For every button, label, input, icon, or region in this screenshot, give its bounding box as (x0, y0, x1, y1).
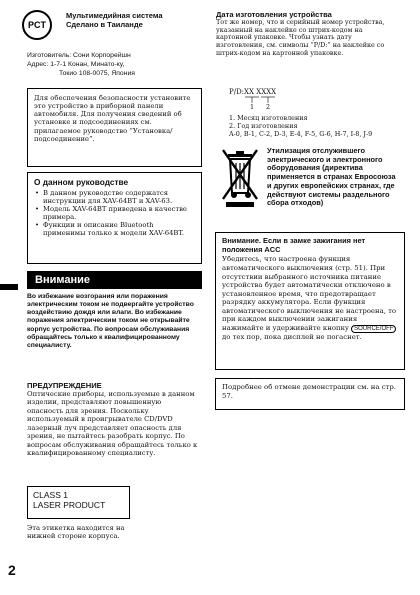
warning-heading: Внимание (35, 274, 90, 286)
address-line-2: Токио 108-0075, Япония (59, 70, 135, 77)
demo-note-text: Подробнее об отмене демонстрации см. на стр. 57. (222, 383, 396, 400)
manufacture-date-text: Тот же номер, что и серийный номер устройства, указанный на наклейке со штрих-кодом на картонной упаковке. Чтобы узнать дату изготовления, см. символы “P/D:” на наклейке со штрих-кодом на картонной упаковке. (216, 18, 385, 57)
section-side-tab (0, 284, 18, 290)
acc-notice-body-end: до тех пор, пока дисплей не погаснет. (222, 333, 362, 342)
laser-class: CLASS 1 (33, 490, 68, 500)
caution-title: ПРЕДУПРЕЖДЕНИЕ (27, 381, 102, 390)
pd-item-month: 1. Месяц изготовления (229, 114, 308, 122)
acc-notice-body: Убедитесь, что настроена функция автоматического выключения (стр. 51). При отсутствии выбранного источника питание устройства будет автоматически отключено в установленное время, что предотвращает разрядку аккумулятора. Если функция автоматического выключения не настроена, то при каждом выключении зажигания нажимайте и удерживайте кнопку (222, 255, 397, 332)
manufacture-date-title: Дата изготовления устройства (216, 10, 332, 19)
gost-mark-letters: PCT (28, 20, 46, 30)
warning-text: Во избежание возгорания или поражения электрическим током не подвергайте устройство воздействию дождя или влаги. Во избежание поражения электрическим током не открывайте корпус устройства. По вопросам обслуживания обращайтесь только к квалифицированному специалисту. (27, 293, 194, 349)
about-manual-list (34, 189, 195, 237)
header-title: Мультимедийная система (66, 11, 163, 20)
laser-product-label (27, 486, 130, 519)
safety-installation-text: Для обеспечения безопасности установите это устройство в приборной панели автомобиля. Для получения сведений об установке и подсоединениях см. прилагаемое руководство “Установка/подсоединение”. (34, 94, 191, 143)
acc-notice-text (222, 255, 398, 342)
acc-notice-box (215, 232, 405, 370)
address-line-1: Адрес: 1-7-1 Конан, Минато-ку, (27, 61, 125, 68)
pd-number-2: 2 (266, 103, 271, 111)
about-manual-box (27, 172, 202, 264)
warning-heading-bar (27, 271, 202, 289)
demo-note-box (215, 378, 405, 410)
header-made-in: Сделано в Таиланде (66, 20, 143, 29)
label-location-note: Эта этикетка находится на нижней стороне корпуса. (27, 524, 125, 541)
weee-crossed-bin-icon (220, 147, 260, 209)
pd-item-codes: A-0, B-1, C-2, D-3, E-4, F-5, G-6, H-7, I-8, J-9 (229, 130, 373, 138)
pd-code: P/D:XX XXXX (229, 88, 277, 96)
source-off-button: SOURCE/OFF (351, 325, 396, 333)
pd-item-year: 2. Год изготовления (229, 122, 298, 130)
disposal-notice: Утилизация отслужившего электрического и электронного оборудования (директива применяется в странах Евросоюза и других европейских странах, где действуют системы раздельного сбора отходов) (267, 146, 396, 208)
about-manual-title: О данном руководстве (34, 177, 129, 187)
pd-code-pointer-lines (229, 96, 289, 108)
laser-product: LASER PRODUCT (33, 500, 106, 511)
page-number: 2 (8, 562, 16, 578)
safety-installation-notice (27, 88, 202, 167)
manufacturer: Изготовитель: Сони Корпорейшн (27, 52, 131, 59)
list-item: • В данном руководстве содержатся инструкции для XAV-64BT и XAV-63. (43, 189, 195, 205)
gost-seal-icon (20, 8, 54, 42)
acc-notice-title: Внимание. Если в замке зажигания нет положения ACC (222, 236, 366, 254)
list-item: • Функции и описание Bluetooth применимы только к модели XAV-64BT. (43, 221, 195, 237)
gost-certification-mark (20, 8, 54, 42)
caution-text: Оптические приборы, используемые в данном изделии, представляют повышенную опасность для зрения. Поскольку используемый в проигрывателе CD/DVD лазерный луч представляет опасность для зрения, не пытайтесь разобрать корпус. По вопросам обслуживания обращайтесь только к квалифицированному специалисту. (27, 390, 198, 457)
list-item: • Модель XAV-64BT приведена в качестве примера. (43, 205, 195, 221)
pd-number-1: 1 (250, 103, 255, 111)
